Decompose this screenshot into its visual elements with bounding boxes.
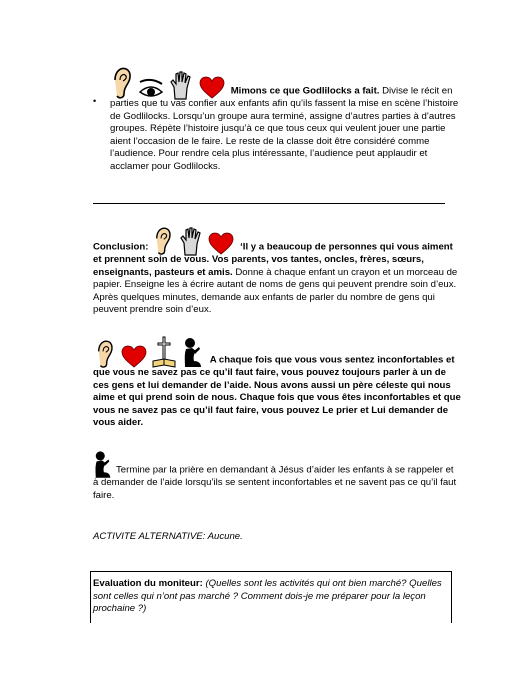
heart-icon bbox=[199, 76, 225, 100]
activity-paragraph bbox=[110, 66, 465, 174]
cross-bible-icon bbox=[152, 335, 176, 369]
hand-icon bbox=[169, 70, 193, 100]
ear-icon bbox=[93, 339, 115, 369]
activity-title: Mimons ce que Godlilocks a fait. bbox=[230, 85, 380, 97]
reassurance-message: A chaque fois que vous vous sentez inconfortables et que vous ne savez pas ce qu’il faut faire, vous pouvez toujours parler à un de ces gens et lui demander de l’aide. Nous avons aussi un père céleste qui nous aime et qui prend soin de nous. Chaque fois que vous êtes inconfortables et que vous ne savez pas ce qu’il faut faire, vous pouvez Le prier et Lui demander de vous aider. bbox=[93, 354, 461, 429]
alternative-activity-text: ACTIVITE ALTERNATIVE: Aucune. bbox=[93, 531, 243, 542]
alternative-activity bbox=[93, 531, 461, 544]
evaluation-paragraph bbox=[93, 578, 449, 616]
activity-text: Divise le récit en parties que tu vas confier aux enfants afin qu’ils fassent la mise en scène l’histoire de Godlilocks. Lorsqu’un groupe aura terminé, assigne d’autres parties à d’autres groupes. Répète l’histoire jusqu’à ce que tous ceux qui veulent jouer une partie aient l’occasion de le faire. Le reste de la classe doit être considéré comme l’audience. Pour rendre cela plus intéressante, l’audience peut applaudir et acclamer pour Godlilocks. bbox=[110, 85, 459, 172]
horizontal-rule bbox=[93, 203, 445, 204]
praying-child-icon bbox=[93, 450, 113, 480]
conclusion-paragraph bbox=[93, 226, 461, 317]
bullet: • bbox=[93, 96, 97, 106]
icon-group bbox=[110, 66, 228, 100]
evaluation-label: Evaluation du moniteur: bbox=[93, 578, 203, 589]
conclusion-label: Conclusion: bbox=[93, 241, 149, 253]
conclusion-message: ‘Il y a beaucoup de personnes qui vous aiment et prennent soin de vous. Vos parents, vos tantes, oncles, frères, sœurs, enseignants, pasteurs et amis. bbox=[93, 241, 453, 278]
icon-group bbox=[151, 226, 237, 256]
conclusion-text: Donne à chaque enfant un crayon et un morceau de papier. Enseigne les à écrire autant de noms de gens qui peuvent prendre soin d’eux. Après quelques minutes, demande aux enfants de parler du nombre de gens qui peuvent prendre soin d’eux. bbox=[93, 266, 458, 316]
praying-child-icon bbox=[182, 337, 204, 369]
icon-group bbox=[93, 335, 207, 369]
icon-group bbox=[93, 450, 116, 480]
heart-icon bbox=[121, 345, 147, 369]
ear-icon bbox=[151, 226, 173, 256]
heart-icon bbox=[208, 232, 234, 256]
reassurance-paragraph bbox=[93, 335, 461, 430]
eye-icon bbox=[138, 78, 164, 100]
hand-icon bbox=[179, 226, 203, 256]
evaluation-box bbox=[90, 571, 452, 623]
prayer-text: Termine par la prière en demandant à Jésus d’aider les enfants à se rappeler et à demander de l’aide lorsqu’ils se sentent inconfortables et ne savent pas ce qu’il faut faire. bbox=[93, 464, 457, 501]
ear-icon bbox=[110, 66, 132, 100]
evaluation-question: (Quelles sont les activités qui ont bien marché? Quelles sont celles qui n’ont pas marché ? Comment dois-je me préparer pour la leçon prochaine ?) bbox=[93, 578, 442, 615]
prayer-paragraph bbox=[93, 450, 461, 502]
